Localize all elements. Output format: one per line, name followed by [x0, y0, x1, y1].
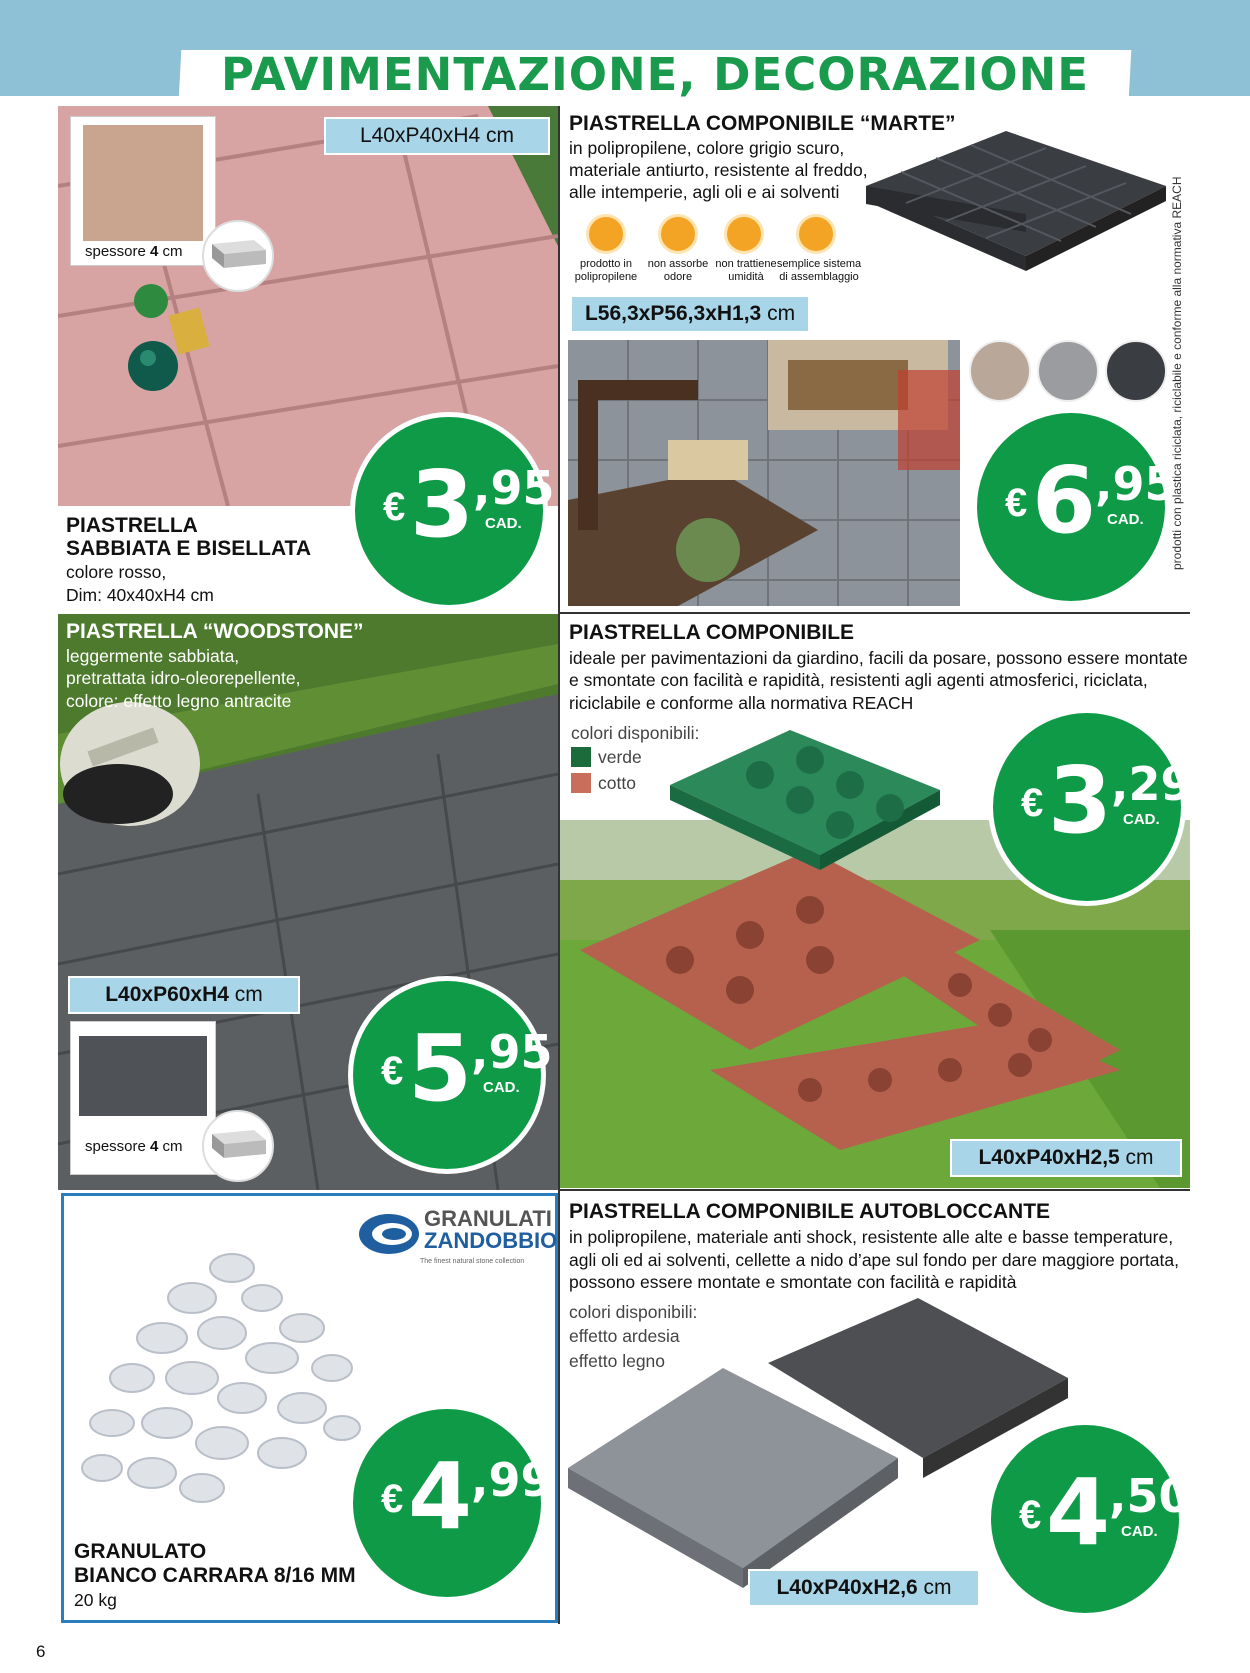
product-desc: riciclabile e conforme alla normativa REACH [569, 693, 914, 713]
price-badge: € 6 ,95 CAD. [972, 408, 1170, 606]
marte-detail-2 [1037, 340, 1099, 402]
product-desc: agli oli ed ai solventi, cellette a nido d’ape sul fondo per dare maggiore portata, [569, 1250, 1179, 1270]
product-title-line2: BIANCO CARRARA 8/16 MM [74, 1564, 356, 1587]
product-title: PIASTRELLA [66, 514, 198, 537]
divider-h2 [560, 1189, 1190, 1191]
product-desc: colore rosso, [66, 562, 167, 582]
price-badge: € 4 ,50 CAD. [986, 1420, 1184, 1618]
feature-recycle-icon [586, 214, 626, 254]
product-desc: pretrattata idro-oleorepellente, [66, 668, 301, 688]
feature-label: non assorbe odore [647, 258, 709, 283]
product-desc: Dim: 40x40xH4 cm [66, 585, 214, 605]
thickness-icon [202, 1110, 274, 1182]
product-desc: possono essere montate e smontate con facilità e rapidità [569, 1272, 1017, 1292]
product-desc: ideale per pavimentazioni da giardino, facili da posare, possono essere montate [569, 648, 1188, 668]
product-title: PIASTRELLA “WOODSTONE” [66, 620, 364, 643]
product-title: PIASTRELLA COMPONIBILE “MARTE” [569, 112, 956, 135]
product-desc: alle intemperie, agli oli e ai solventi [569, 182, 840, 202]
woodstone-swatch [79, 1036, 207, 1116]
dimension-label: L40xP40xH4 cm [324, 117, 550, 155]
feature-assembly-icon [796, 214, 836, 254]
dimension-label: L40xP40xH2,6 cm [748, 1569, 980, 1607]
red-tile-swatch [83, 125, 203, 241]
red-tile-swatch-box [70, 116, 216, 266]
price-badge: € 3 ,95 CAD. [350, 412, 548, 610]
product-desc: in polipropilene, colore grigio scuro, [569, 138, 845, 158]
white-gravel-image [72, 1228, 392, 1528]
dimension-label: L40xP40xH2,5 cm [950, 1139, 1182, 1177]
brand-tagline: The finest natural stone collection [420, 1258, 525, 1265]
page-number: 6 [36, 1642, 46, 1661]
feature-humidity-icon [724, 214, 764, 254]
product-title: PIASTRELLA COMPONIBILE AUTOBLOCCANTE [569, 1200, 1051, 1223]
colors-label: colori disponibili: [569, 1302, 698, 1322]
brand-name: GRANULATI ZANDOBBIO [424, 1206, 558, 1253]
product-desc: materiale antiurto, resistente al freddo, [569, 160, 868, 180]
feature-label: prodotto in polipropilene [574, 258, 638, 283]
dimension-label: L40xP60xH4 cm [68, 976, 300, 1014]
woodstone-swatch-box [70, 1021, 216, 1175]
marte-terrace-photo [568, 340, 960, 606]
product-desc: colore: effetto legno antracite [66, 691, 292, 711]
product-desc: 20 kg [74, 1590, 117, 1610]
color-name: verde [598, 747, 642, 767]
feature-odor-icon [658, 214, 698, 254]
product-desc: leggermente sabbiata, [66, 646, 240, 666]
feature-label: semplice sistema di assemblaggio [776, 258, 862, 283]
feature-label: non trattiene umidità [715, 258, 777, 283]
marte-detail-3 [1105, 340, 1167, 402]
divider-h1 [560, 612, 1190, 614]
thickness-note: spessore 4 cm [85, 243, 183, 260]
color-swatch-cotto [571, 773, 591, 793]
product-title-line2: SABBIATA E BISELLATA [66, 537, 311, 560]
thickness-icon [202, 220, 274, 292]
product-title: PIASTRELLA COMPONIBILE [569, 621, 855, 644]
price-badge: € 5 ,95 CAD. [348, 976, 546, 1174]
color-name: effetto legno [569, 1351, 666, 1371]
colors-label: colori disponibili: [571, 723, 700, 743]
dimension-label: L56,3xP56,3xH1,3 cm [570, 295, 810, 333]
price-badge: € 4 ,99 [348, 1404, 546, 1602]
marte-detail-1 [969, 340, 1031, 402]
side-note: prodotti con plastica riciclata, riciclabile e conforme alla normativa REACH [1170, 176, 1184, 570]
thickness-note: spessore 4 cm [85, 1138, 183, 1155]
color-swatch-green [571, 747, 591, 767]
page-title: PAVIMENTAZIONE, DECORAZIONE [220, 48, 1090, 101]
product-desc: in polipropilene, materiale anti shock, resistente alle alte e basse temperature, [569, 1227, 1174, 1247]
color-name: cotto [598, 773, 636, 793]
green-tile-image [670, 730, 970, 880]
marte-tile-image [866, 126, 1166, 316]
product-desc: e smontate con facilità e rapidità, resistenti agli agenti atmosferici, riciclata, [569, 670, 1148, 690]
color-name: effetto ardesia [569, 1326, 680, 1346]
product-title: GRANULATO [74, 1540, 207, 1563]
price-badge: € 3 ,29 CAD. [988, 708, 1186, 906]
